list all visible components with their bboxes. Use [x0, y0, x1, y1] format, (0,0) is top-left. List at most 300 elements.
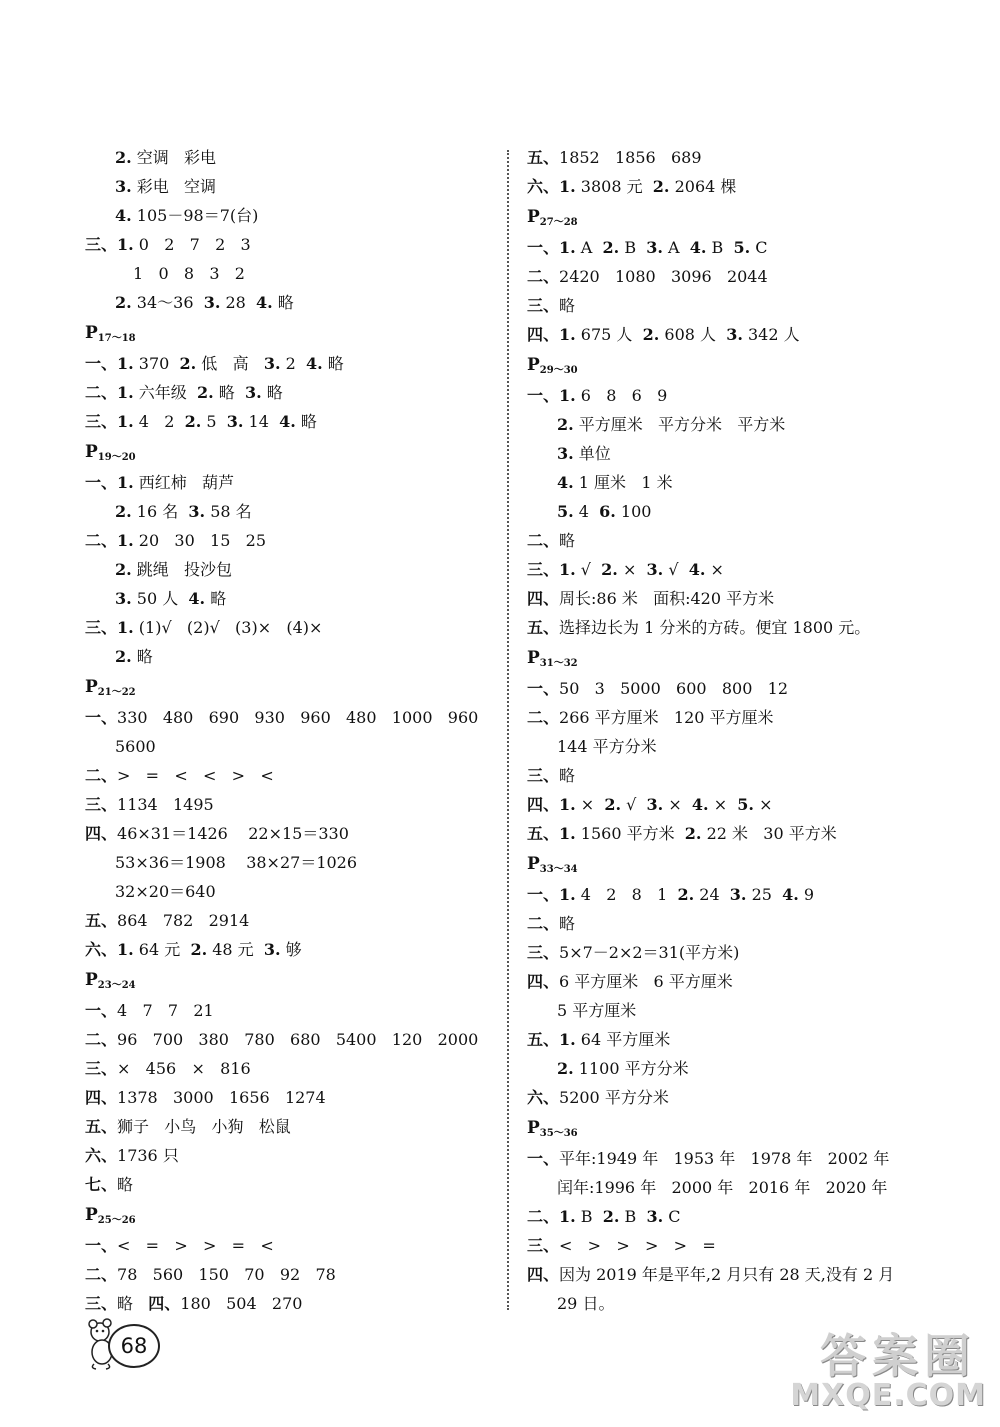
answer-line: [85, 1112, 500, 1141]
page-range-letter: P: [85, 1205, 98, 1225]
answer-text: 48 元: [207, 940, 264, 959]
question-number: 二、1.: [85, 531, 134, 550]
question-number: 2.: [557, 415, 574, 434]
answer-line: [527, 967, 967, 996]
question-number: 5.: [557, 502, 574, 521]
answer-text: 53×36＝1908 38×27＝1026: [115, 853, 358, 872]
answer-text: (1)√ (2)√ (3)× (4)×: [133, 618, 323, 637]
answer-text: 4 7 7 21: [117, 1001, 214, 1020]
question-number: 一、1.: [85, 473, 134, 492]
answer-text: 342 人: [742, 325, 800, 344]
question-number: 2.: [115, 293, 132, 312]
answer-line: [85, 378, 500, 407]
answer-text: 14: [243, 412, 280, 431]
question-number: 2.: [179, 354, 197, 373]
answers-left-column: [85, 143, 500, 1318]
page-range-letter: P: [85, 323, 98, 343]
answer-text: B: [619, 238, 647, 257]
answer-text: 彩电 空调: [131, 177, 217, 196]
question-number: 一、: [85, 708, 118, 727]
question-number: 二、1.: [85, 383, 134, 402]
page-range-heading: [527, 349, 967, 381]
answer-line: [85, 906, 500, 935]
answer-line: [527, 172, 967, 201]
answer-text: ×: [754, 795, 773, 814]
question-number: 二、: [85, 1030, 118, 1049]
question-number: 二、: [527, 531, 560, 550]
answer-text: 32×20＝640: [115, 882, 216, 901]
answer-text: ×: [617, 560, 647, 579]
question-number: 2.: [115, 148, 132, 167]
page-range-numbers: 29～30: [539, 365, 578, 376]
question-number: 三、: [85, 1294, 118, 1313]
answer-text: 4 2: [133, 412, 185, 431]
answer-text: 2: [280, 354, 306, 373]
answer-line: [527, 320, 967, 349]
answer-text: 选择边长为 1 分米的方砖。便宜 1800 元。: [559, 618, 871, 637]
answer-text: 6 平方厘米 6 平方厘米: [559, 972, 733, 991]
question-number: 二、: [527, 914, 560, 933]
page-range-heading: [527, 848, 967, 880]
question-number: 4.: [305, 354, 323, 373]
question-number: 三、1.: [527, 560, 576, 579]
answer-text: 3808 元: [575, 177, 653, 196]
answer-line: [85, 935, 500, 964]
question-number: 二、: [527, 708, 560, 727]
answer-text: 22 米 30 平方米: [701, 824, 837, 843]
question-number: 一、: [527, 1149, 560, 1168]
answer-text: 略: [131, 647, 153, 666]
answer-text: √: [575, 560, 602, 579]
answer-line: [85, 407, 500, 436]
question-number: 三、: [527, 766, 560, 785]
answer-text: 864 782 2914: [117, 911, 250, 930]
answer-line: [527, 613, 967, 642]
answer-text: 略: [559, 914, 576, 933]
answer-line: [527, 526, 967, 555]
answer-line: [85, 349, 500, 378]
question-number: 四、1.: [527, 795, 576, 814]
answer-line: [527, 1054, 967, 1083]
answer-text: 平年:1949 年 1953 年 1978 年 2002 年: [559, 1149, 890, 1168]
question-number: 四、: [85, 824, 118, 843]
answer-text: 34～36: [131, 293, 204, 312]
page-range-letter: P: [527, 854, 540, 874]
answer-line: [527, 880, 967, 909]
question-number: 三、1.: [85, 618, 134, 637]
answer-line: [85, 1025, 500, 1054]
question-number: 3.: [226, 412, 244, 431]
answer-line: [527, 410, 967, 439]
answer-line: [527, 996, 967, 1025]
answer-line: [85, 732, 500, 761]
question-number: 三、1.: [85, 412, 134, 431]
question-number: 五、1.: [527, 824, 576, 843]
answer-text: √: [621, 795, 647, 814]
question-number: 2.: [642, 325, 660, 344]
answer-text: 5 平方厘米: [557, 1001, 637, 1020]
answer-text: 因为 2019 年是平年,2 月只有 28 天,没有 2 月: [559, 1265, 895, 1284]
question-number: 一、1.: [527, 238, 576, 257]
answer-line: [85, 613, 500, 642]
page-range-letter: P: [85, 442, 98, 462]
question-number: 二、: [85, 766, 118, 785]
answer-line: [527, 938, 967, 967]
answer-text: 空调 彩电: [131, 148, 217, 167]
question-number: 六、1.: [85, 940, 134, 959]
page-range-heading: [85, 1199, 500, 1231]
answer-text: 1852 1856 689: [559, 148, 702, 167]
answer-text: 够: [280, 940, 302, 959]
answer-text: 1 厘米 1 米: [573, 473, 673, 492]
question-number: 四、: [527, 589, 560, 608]
answer-text: 闰年:1996 年 2000 年 2016 年 2020 年: [557, 1178, 888, 1197]
answer-line: [85, 143, 500, 172]
answer-text: ×: [705, 560, 724, 579]
answer-text: 29 日。: [557, 1294, 615, 1313]
page-range-numbers: 35～36: [539, 1128, 578, 1139]
answer-text: 略: [261, 383, 283, 402]
answer-text: 4: [573, 502, 600, 521]
answer-text: 略: [213, 383, 245, 402]
answer-line: [85, 288, 500, 317]
question-number: 4.: [557, 473, 574, 492]
answer-text: 2064 棵: [669, 177, 737, 196]
answer-text: C: [663, 1207, 681, 1226]
answer-text: 20 30 15 25: [133, 531, 267, 550]
answer-text: 50 3 5000 600 800 12: [559, 679, 788, 698]
answer-line: [85, 468, 500, 497]
question-number: 四、: [527, 972, 560, 991]
question-number: 4.: [691, 795, 709, 814]
answer-text: 28: [220, 293, 257, 312]
question-number: 三、1.: [85, 235, 134, 254]
answer-line: [85, 1170, 500, 1199]
answer-text: 狮子 小鸟 小狗 松鼠: [117, 1117, 291, 1136]
page-range-numbers: 19～20: [97, 452, 136, 463]
answer-text: 64 元: [133, 940, 191, 959]
answer-text: 64 平方厘米: [575, 1030, 671, 1049]
answer-text: 608 人: [659, 325, 727, 344]
question-number: 3.: [646, 795, 664, 814]
answer-text: 24: [694, 885, 730, 904]
question-number: 3.: [726, 325, 743, 344]
answer-line: [85, 848, 500, 877]
answer-text: 平方厘米 平方分米 平方米: [573, 415, 786, 434]
answer-text: ×: [575, 795, 605, 814]
answer-line: [527, 291, 967, 320]
answer-text: 略: [559, 296, 576, 315]
answer-text: 1134 1495: [117, 795, 214, 814]
question-number: 2.: [190, 940, 208, 959]
answer-text: 16 名: [131, 502, 189, 521]
answer-text: 144 平方分米: [557, 737, 657, 756]
question-number: 三、: [527, 296, 560, 315]
answer-text: 0 2 7 2 3: [133, 235, 251, 254]
answer-text: 西红柿 葫芦: [133, 473, 235, 492]
answer-line: [85, 703, 500, 732]
question-number: 2.: [557, 1059, 574, 1078]
answer-line: [85, 526, 500, 555]
answer-text: B: [706, 238, 734, 257]
answer-text: 78 560 150 70 92 78: [117, 1265, 336, 1284]
question-number: 五、1.: [527, 1030, 576, 1049]
question-number: 二、: [85, 1265, 118, 1284]
question-number: 3.: [646, 238, 663, 257]
question-number: 3.: [557, 444, 574, 463]
page-range-letter: P: [85, 677, 98, 697]
answer-line: [527, 468, 967, 497]
answer-text: 9: [798, 885, 815, 904]
question-number: 3.: [263, 940, 281, 959]
answer-text: 1378 3000 1656 1274: [117, 1088, 326, 1107]
page-range-numbers: 23～24: [97, 980, 136, 991]
answer-text: 六年级: [133, 383, 197, 402]
answer-text: 180 504 270: [180, 1294, 303, 1313]
question-number: 六、: [527, 1088, 560, 1107]
question-number: 2.: [115, 560, 132, 579]
page-range-heading: [527, 642, 967, 674]
answer-line: [527, 909, 967, 938]
question-number: 六、: [85, 1146, 118, 1165]
answer-text: 单位: [573, 444, 611, 463]
question-number: 四、1.: [527, 325, 576, 344]
question-number: 4.: [115, 206, 132, 225]
answer-text: < > > > > =: [559, 1236, 716, 1255]
answer-line: [527, 555, 967, 584]
question-number: 四、: [148, 1294, 181, 1313]
question-number: 一、1.: [527, 386, 576, 405]
question-number: 4.: [188, 589, 206, 608]
answer-text: A: [662, 238, 690, 257]
page-range-heading: [527, 1112, 967, 1144]
answer-text: 105－98＝7(台): [131, 206, 259, 225]
answer-text: 略: [272, 293, 294, 312]
answer-line: [527, 674, 967, 703]
question-number: 七、: [85, 1175, 118, 1194]
question-number: 五、: [85, 911, 118, 930]
answer-text: 2420 1080 3096 2044: [559, 267, 768, 286]
question-number: 五、: [527, 148, 560, 167]
column-divider: [507, 150, 509, 1310]
answer-line: [527, 732, 967, 761]
page-range-letter: P: [527, 1118, 540, 1138]
answer-text: A: [575, 238, 603, 257]
question-number: 5.: [733, 238, 751, 257]
answer-line: [85, 819, 500, 848]
question-number: 三、: [527, 943, 560, 962]
answer-text: 1560 平方米: [575, 824, 685, 843]
question-number: 2.: [115, 647, 132, 666]
question-number: 一、1.: [85, 354, 134, 373]
answer-line: [527, 790, 967, 819]
answer-text: √: [663, 560, 689, 579]
page-range-heading: [85, 671, 500, 703]
question-number: 三、: [85, 795, 118, 814]
answer-line: [527, 1083, 967, 1112]
question-number: 2.: [677, 885, 695, 904]
question-number: 4.: [279, 412, 296, 431]
answer-text: 1 0 8 3 2: [133, 264, 245, 283]
answer-text: 1736 只: [117, 1146, 179, 1165]
question-number: 2.: [184, 412, 202, 431]
answer-text: 25: [746, 885, 783, 904]
answer-line: [85, 555, 500, 584]
page-range-numbers: 31～32: [539, 658, 578, 669]
question-number: 2.: [115, 502, 132, 521]
page-range-heading: [85, 436, 500, 468]
answer-line: [527, 262, 967, 291]
question-number: 4.: [782, 885, 799, 904]
answer-line: [85, 1289, 500, 1318]
answer-line: [85, 230, 500, 259]
answer-text: 5: [201, 412, 227, 431]
page-range-letter: P: [527, 355, 540, 375]
question-number: 2.: [604, 795, 622, 814]
answer-text: B: [575, 1207, 603, 1226]
answer-line: [527, 143, 967, 172]
answer-line: [527, 1144, 967, 1173]
watermark-domain: MXQE.COM: [790, 1378, 986, 1413]
question-number: 二、1.: [527, 1207, 576, 1226]
question-number: 四、: [527, 1265, 560, 1284]
answer-text: 58 名: [205, 502, 252, 521]
answer-text: 100: [615, 502, 652, 521]
question-number: 一、: [85, 1001, 118, 1020]
page-range-numbers: 33～34: [539, 864, 578, 875]
answer-line: [527, 819, 967, 848]
answer-text: B: [619, 1207, 647, 1226]
answer-text: 略: [295, 412, 317, 431]
question-number: 2.: [652, 177, 670, 196]
page-range-letter: P: [527, 207, 540, 227]
answer-line: [85, 1054, 500, 1083]
answer-line: [527, 1173, 967, 1202]
answer-line: [85, 584, 500, 613]
answer-text: 略: [322, 354, 344, 373]
question-number: 3.: [188, 502, 206, 521]
question-number: 三、: [527, 1236, 560, 1255]
answer-line: [527, 761, 967, 790]
answer-line: [85, 996, 500, 1025]
answer-text: 1100 平方分米: [573, 1059, 689, 1078]
page-range-numbers: 21～22: [97, 687, 136, 698]
answer-line: [527, 381, 967, 410]
question-number: 一、1.: [527, 885, 576, 904]
question-number: 3.: [115, 589, 132, 608]
page-range-numbers: 25～26: [97, 1215, 136, 1226]
answer-line: [85, 1083, 500, 1112]
answers-right-column: [527, 143, 967, 1318]
question-number: 4.: [688, 560, 706, 579]
answer-line: [527, 1202, 967, 1231]
answer-text: 96 700 380 780 680 5400 120 2000: [117, 1030, 479, 1049]
answer-line: [85, 642, 500, 671]
answer-text: 5×7－2×2＝31(平方米): [559, 943, 740, 962]
page-range-letter: P: [85, 970, 98, 990]
question-number: 3.: [115, 177, 132, 196]
question-number: 二、: [527, 267, 560, 286]
page-range-numbers: 17～18: [97, 333, 136, 344]
answer-text: 370: [133, 354, 180, 373]
question-number: 一、: [527, 679, 560, 698]
question-number: 4.: [256, 293, 273, 312]
answer-text: 5600: [115, 737, 156, 756]
answer-line: [527, 1025, 967, 1054]
answer-text: ×: [708, 795, 738, 814]
answer-line: [85, 1260, 500, 1289]
answer-text: 略: [559, 766, 576, 785]
question-number: 一、: [85, 1236, 118, 1255]
answer-text: < = > > = <: [117, 1236, 274, 1255]
question-number: 2.: [601, 560, 618, 579]
answer-text: 266 平方厘米 120 平方厘米: [559, 708, 774, 727]
page-number: 68: [108, 1324, 160, 1368]
answer-text: 6 8 6 9: [575, 386, 668, 405]
answer-line: [527, 497, 967, 526]
question-number: 2.: [684, 824, 702, 843]
answer-text: C: [750, 238, 768, 257]
page-range-heading: [85, 964, 500, 996]
question-number: 3.: [244, 383, 262, 402]
question-number: 六、1.: [527, 177, 576, 196]
answer-line: [527, 1260, 967, 1289]
question-number: 6.: [599, 502, 616, 521]
page-number-badge: [86, 1318, 166, 1370]
answer-text: 低 高: [196, 354, 264, 373]
question-number: 3.: [729, 885, 747, 904]
answer-text: 330 480 690 930 960 480 1000 960: [117, 708, 479, 727]
answer-text: > = < < > <: [117, 766, 274, 785]
question-number: 2.: [196, 383, 214, 402]
question-number: 五、: [527, 618, 560, 637]
answer-text: 50 人: [131, 589, 189, 608]
answer-text: 略: [205, 589, 227, 608]
watermark-logo: [716, 1320, 986, 1420]
question-number: 2.: [602, 238, 620, 257]
page-range-heading: [85, 317, 500, 349]
question-number: 三、: [85, 1059, 118, 1078]
answer-text: 46×31＝1426 22×15＝330: [117, 824, 349, 843]
question-number: 3.: [263, 354, 281, 373]
question-number: 四、: [85, 1088, 118, 1107]
question-number: 3.: [646, 1207, 664, 1226]
answer-line: [85, 497, 500, 526]
answer-line: [527, 439, 967, 468]
answer-line: [527, 1289, 967, 1318]
question-number: 五、: [85, 1117, 118, 1136]
answer-line: [85, 1141, 500, 1170]
answer-text: 周长:86 米 面积:420 平方米: [559, 589, 775, 608]
answer-line: [85, 877, 500, 906]
page-range-numbers: 27～28: [539, 217, 578, 228]
answer-text: ×: [663, 795, 692, 814]
answer-text: 略: [559, 531, 576, 550]
answer-line: [527, 703, 967, 732]
answer-text: 略: [117, 1294, 149, 1313]
answer-text: 5200 平方分米: [559, 1088, 669, 1107]
watermark-title: 答案圈: [820, 1329, 976, 1383]
page-range-letter: P: [527, 648, 540, 668]
answer-text: × 456 × 816: [117, 1059, 251, 1078]
answer-text: 675 人: [575, 325, 643, 344]
answer-line: [85, 172, 500, 201]
answer-text: 4 2 8 1: [575, 885, 678, 904]
answer-line: [85, 201, 500, 230]
question-number: 3.: [203, 293, 221, 312]
question-number: 5.: [737, 795, 754, 814]
answer-line: [85, 1231, 500, 1260]
